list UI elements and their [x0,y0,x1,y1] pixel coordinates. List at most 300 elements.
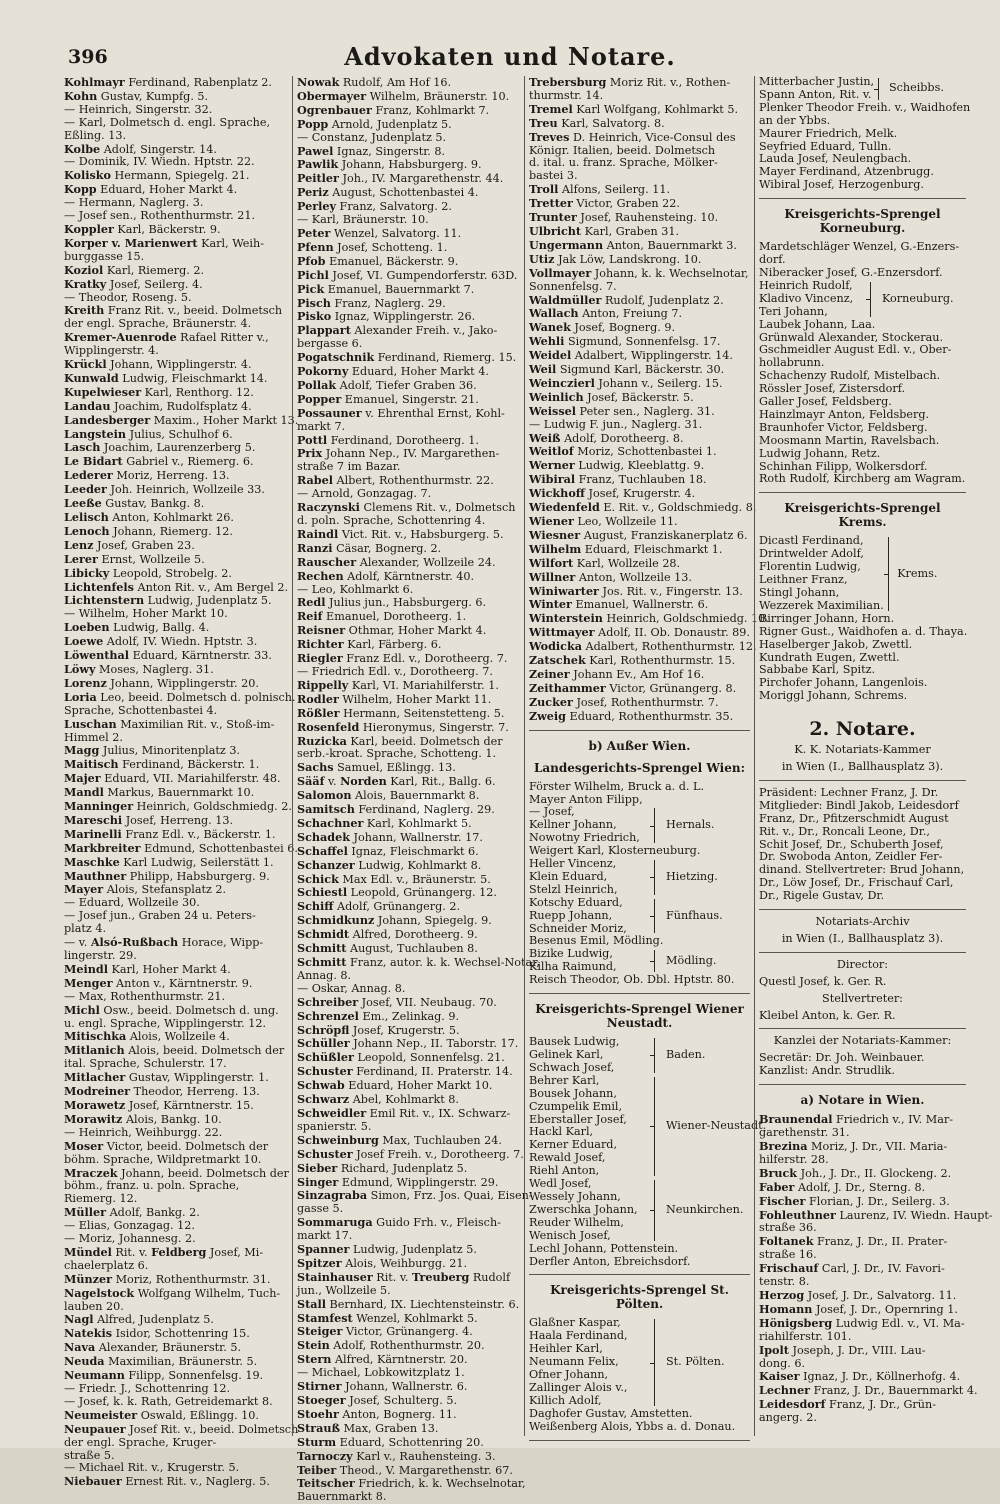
entry-surname: Raczynski [297,500,360,515]
entry-surname: Lenoch [64,523,110,538]
directory-entry: Mitlanich Alois, beeid. Dolmetsch der [64,1043,285,1058]
directory-entry: Steiger Victor, Grünangerg. 4. [297,1324,473,1339]
directory-entry: Obermayer Wilhelm, Bräunerstr. 10. [297,88,510,103]
directory-entry: — Leo, Kohlmarkt 6. [297,582,414,596]
directory-entry: platz 4. [64,922,107,936]
entry-surname: Ungermann [529,237,604,252]
directory-entry: Homann Josef, J. Dr., Opernring 1. [759,1301,958,1316]
directory-entry: Moriggl Johann, Schrems. [759,689,908,703]
directory-entry: — Michael, Lobkowitzplatz 1. [297,1366,465,1380]
entry-surname: Weitlof [529,444,574,459]
entry-surname: Niebauer [64,1474,122,1489]
entry-surname: Schuster [297,1064,353,1079]
divider [759,909,966,910]
directory-entry: Korper v. Marienwert Karl, Weih- [64,235,264,250]
entry-surname: Rippelly [297,677,349,692]
entry-surname: Herzog [759,1287,805,1302]
directory-entry: Pick Emanuel, Bauernmarkt 7. [297,281,475,296]
entry-surname: Koziol [64,262,104,277]
directory-entry: Moser Victor, beeid. Dolmetsch der [64,1138,269,1153]
directory-entry: Annag. 8. [297,968,352,982]
directory-entry: — Arnold, Gonzagag. 7. [297,487,432,501]
directory-entry: Wenisch Josef, [529,1228,611,1242]
entry-surname: Sachs [297,760,334,775]
divider [529,993,750,994]
kanzlei-title: Kanzlei der Notariats-Kammer: [773,1034,952,1048]
entry-surname: Schüßler [297,1050,354,1065]
entry-surname: Stamfest [297,1310,353,1325]
entry-surname: Pawel [297,143,334,158]
directory-entry: Kladivo Vincenz, [759,291,854,305]
entry-surname: Treuberg [412,1269,470,1284]
directory-entry: — v. Alsó-Rußbach Horace, Wipp- [64,935,264,950]
entry-surname: Neumeister [64,1407,138,1422]
directory-entry: Schneider Moriz, [529,921,627,935]
directory-entry: Strauß Max, Graben 13. [297,1420,439,1435]
entry-surname: Samitsch [297,802,355,817]
directory-entry: Leeder Joh. Heinrich, Wollzeile 33. [64,482,265,497]
entry-surname: Fischer [759,1193,806,1208]
directory-entry: Lenoch Johann, Riemerg. 12. [64,523,233,538]
brace-mark [650,1075,664,1178]
directory-entry: Schweidler Emil Rit. v., IX. Schwarz- [297,1105,511,1120]
divider [759,492,966,493]
entry-surname: Sääf [297,774,325,789]
entry-surname: Morawitz [64,1111,123,1126]
directory-entry: Koppler Karl, Bäckerstr. 9. [64,221,221,236]
directory-entry: Förster Wilhelm, Bruck a. d. L. [529,779,704,793]
directory-entry: Sääf v. Norden Karl, Rit., Ballg. 6. [297,774,496,789]
directory-entry: Trunter Josef, Rauhensteing. 10. [529,210,719,225]
directory-entry: Prix Johann Nep., IV. Margarethen- [297,446,500,461]
braced-group [529,806,750,845]
divider [759,952,966,953]
group-place: St. Pölten. [666,1355,725,1369]
directory-entry: Weil Sigmund Karl, Bäckerstr. 30. [529,362,725,377]
directory-entry: bastei 3. [529,169,578,183]
entry-surname: Treves [529,129,570,144]
entry-surname: Obermayer [297,88,367,103]
directory-entry: Riegler Franz Edl. v., Dorotheerg. 7. [297,651,508,666]
entry-surname: Pfob [297,253,326,268]
directory-entry: böhm., franz. u. poln. Sprache, [64,1179,240,1193]
divider [759,1028,966,1029]
entry-surname: Neupauer [64,1421,126,1436]
directory-entry: Florentin Ludwig, [759,560,861,574]
entry-surname: Loewe [64,634,104,649]
directory-entry: — Karl, Dolmetsch d. engl. Sprache, [64,115,271,129]
directory-entry: u. engl. Sprache, Wipplingerstr. 12. [64,1016,266,1030]
directory-entry: lingerstr. 29. [64,949,137,962]
directory-entry: Stelzl Heinrich, [529,882,618,896]
directory-entry: Schweinburg Max, Tuchlauben 24. [297,1132,502,1147]
entry-surname: Popper [297,391,342,406]
entry-surname: Ruzicka [297,733,347,748]
directory-entry: Trebersburg Moriz Rit. v., Rothen- [529,75,731,89]
directory-entry: Birringer Johann, Horn. [759,611,895,625]
directory-entry: Zeithammer Victor, Grünangerg. 8. [529,680,737,695]
directory-entry: — Heinrich, Weihburgg. 22. [64,1125,223,1139]
brace-mark [866,280,880,319]
entry-surname: Werner [529,458,575,473]
directory-entry: Weitlof Moriz, Schottenbastei 1. [529,444,717,459]
kammer-location: in Wien (I., Ballhausplatz 3). [781,759,944,773]
directory-entry: Niberacker Josef, G.-Enzersdorf. [759,265,943,279]
directory-entry: Bruck Joh., J. Dr., II. Glockeng. 2. [759,1165,952,1180]
directory-entry: Braunhofer Victor, Feldsberg. [759,420,928,434]
entry-surname: Rabel [297,473,333,488]
column-2 [292,75,540,1504]
directory-entry: Vollmayer Johann, k. k. Wechselnotar, [529,265,749,280]
entry-surname: Maitisch [64,757,119,772]
directory-entry: Wehli Sigmund, Sonnenfelsg. 17. [529,334,721,349]
braced-group [529,948,750,974]
directory-entry: Schüßler Leopold, Sonnenfelsg. 21. [297,1050,505,1065]
entry-surname: Foltanek [759,1234,814,1249]
entry-surname: Löwy [64,661,96,676]
directory-entry: Wezzerek Maximilian. [759,598,884,612]
group-place: Neunkirchen. [666,1202,744,1216]
directory-entry: Sturm Eduard, Schottenring 20. [297,1434,484,1449]
directory-entry: Michl Osw., beeid. Dolmetsch d. ung. [64,1002,279,1017]
directory-entry: Kreith Franz Rit. v., beeid. Dolmetsch [64,303,283,318]
entry-surname: Ogrenbauer [297,102,372,117]
directory-entry: Schreiber Josef, VII. Neubaug. 70. [297,994,497,1009]
group-place: Fünfhaus. [666,908,723,922]
directory-entry: Lederer Moriz, Herreng. 13. [64,468,230,483]
directory-entry: Pokorny Eduard, Hoher Markt 4. [297,364,489,379]
directory-entry: Wickhoff Josef, Krugerstr. 4. [529,486,696,501]
directory-entry: Ogrenbauer Franz, Kohlmarkt 7. [297,102,490,117]
entry-surname: Kratky [64,276,107,291]
entry-surname: Schweinburg [297,1132,379,1147]
directory-entry: Dr., Rigele Gustav, Dr. [759,889,885,903]
entry-surname: Tarnoczy [297,1448,353,1463]
entry-surname: Weidel [529,348,572,363]
directory-entry: Sieber Richard, Judenplatz 5. [297,1160,468,1175]
braced-group [529,858,750,897]
directory-entry: Perley Franz, Salvatorg. 2. [297,199,452,214]
entry-surname: Weinczierl [529,375,595,390]
directory-entry: straße 5. [64,1448,115,1462]
directory-entry: Stirner Johann, Wallnerstr. 6. [297,1379,468,1394]
directory-entry: Mauthner Philipp, Habsburgerg. 9. [64,868,270,883]
directory-entry: Werner Ludwig, Kleeblattg. 9. [529,458,705,473]
entry-surname: Wehli [529,334,565,349]
entry-surname: Tretter [529,196,573,211]
directory-entry: Pogatschnik Ferdinand, Riemerg. 15. [297,350,517,365]
directory-entry: Reuder Wilhelm, [529,1215,624,1229]
directory-entry: Markbreiter Edmund, Schottenbastei 6. [64,840,298,855]
entry-surname: Wittmayer [529,625,595,640]
directory-entry: Foltanek Franz, J. Dr., II. Prater- [759,1234,948,1249]
directory-entry: Utiz Jak Löw, Landskrong. 10. [529,251,702,266]
entry-surname: Leidesdorf [759,1397,826,1412]
entry-surname: Weil [529,362,557,377]
entry-surname: Moser [64,1138,104,1153]
directory-entry: Wiener Leo, Wollzeile 11. [529,514,678,528]
directory-entry: Peitler Joh., IV. Margarethenstr. 44. [297,171,504,186]
directory-entry: Schadek Johann, Wallnerstr. 17. [297,829,483,844]
entry-surname: Zeithammer [529,680,606,695]
braced-group [529,1036,750,1075]
directory-entry: Magg Julius, Minoritenplatz 3. [64,743,240,758]
group-names [529,1036,650,1075]
directory-entry: Weissel Peter sen., Naglerg. 31. [529,403,715,418]
directory-entry: chaelerplatz 6. [64,1258,149,1272]
directory-entry: Ofner Johann, [529,1368,609,1382]
entry-surname: Salomon [297,788,352,803]
entry-surname: Wibiral [529,472,576,487]
directory-entry: d. poln. Sprache, Schottenring 4. [297,514,486,527]
directory-entry: Maurer Friedrich, Melk. [759,126,898,140]
directory-entry: — Dominik, IV. Wiedn. Hptstr. 22. [64,155,255,169]
directory-entry: Stein Adolf, Rothenthurmstr. 20. [297,1338,485,1353]
directory-entry: Raczynski Clemens Rit. v., Dolmetsch [297,500,516,515]
directory-entry: Periz August, Schottenbastei 4. [297,185,479,200]
entry-surname: Wiesner [529,527,581,542]
directory-entry: Pawlik Johann, Habsburgerg. 9. [297,157,482,172]
entry-surname: Wodicka [529,639,582,654]
directory-entry: — Josef, k. k. Rath, Getreidemarkt 8. [64,1394,273,1408]
entry-surname: Schmitt [297,941,347,956]
group-names [529,858,650,897]
directory-entry: Koziol Karl, Riemerg. 2. [64,262,205,277]
entry-surname: Pfenn [297,239,334,254]
directory-entry: Glaßner Kaspar, [529,1316,621,1330]
directory-entry: Herzog Josef, J. Dr., Salvatorg. 11. [759,1287,957,1302]
directory-entry: Wilhelm Eduard, Fleischmarkt 1. [529,541,723,556]
entry-surname: Pollak [297,377,337,392]
directory-entry: — Eduard, Wollzeile 30. [64,896,200,910]
directory-entry: Schröpfl Josef, Krugerstr. 5. [297,1022,460,1037]
directory-entry: Schuster Josef Freih. v., Dorotheerg. 7. [297,1146,524,1161]
entry-surname: Fohleuthner [759,1207,836,1222]
entry-surname: Schiestl [297,885,348,900]
entry-surname: Stoehr [297,1406,339,1421]
column-3-entries [529,75,769,724]
entry-surname: Morawetz [64,1097,126,1112]
directory-entry: Lenz Josef, Graben 23. [64,537,195,552]
directory-entry: der engl. Sprache, Kruger- [64,1435,217,1449]
directory-entry: Troll Alfons, Seilerg. 11. [529,182,670,197]
brace-mark [874,76,887,102]
entry-surname: Ranzi [297,540,333,555]
directory-entry: Rosenfeld Hieronymus, Singerstr. 7. [297,719,509,734]
entry-surname: Le Bidart [64,454,123,469]
braced-group [529,1178,750,1243]
entry-surname: Teitscher [297,1476,355,1491]
entry-surname: Steiger [297,1324,343,1339]
directory-entry: Winter Emanuel, Wallnerstr. 6. [529,597,709,612]
entry-surname: Mauthner [64,868,127,883]
directory-entry: Langstein Julius, Schulhof 6. [64,426,233,441]
directory-entry: Frischauf Carl, J. Dr., IV. Favori- [759,1261,945,1276]
entry-surname: Mündel [64,1244,112,1259]
entry-surname: Willner [529,569,576,584]
directory-entry: spanierstr. 5. [297,1119,372,1133]
directory-entry: Riemerg. 12. [64,1192,138,1206]
group-place: Hernals. [666,818,715,832]
column-4-top [759,75,971,192]
directory-entry: Rechen Adolf, Kärntnerstr. 40. [297,568,475,583]
directory-entry: Ranzi Cäsar, Bognerg. 2. [297,540,442,555]
directory-entry: — Wilhelm, Hoher Markt 10. [64,607,228,621]
entry-surname: Wickhoff [529,486,585,501]
directory-entry: Wodicka Adalbert, Rothenthurmstr. 12. [529,639,757,654]
entry-surname: Homann [759,1301,813,1316]
entry-surname: Mayer [64,882,104,897]
directory-entry: bergasse 6. [297,337,363,351]
entry-surname: Nowak [297,75,340,89]
directory-entry: Klein Eduard, [529,869,608,883]
directory-entry: — Josef jun., Graben 24 u. Peters- [64,909,256,923]
directory-entry: Schuster Ferdinand, II. Praterstr. 14. [297,1064,513,1079]
braced-group [759,280,966,319]
directory-entry: Lorenz Johann, Wipplingerstr. 20. [64,675,259,690]
entry-surname: Schmitt [297,955,347,969]
entry-surname: Schreiber [297,994,359,1009]
notare-wien-list [759,1112,993,1425]
directory-entry: lauben 20. [64,1299,124,1313]
entry-surname: Stainhauser [297,1269,373,1284]
entry-surname: Alsó-Rußbach [90,935,179,950]
directory-entry: Plappart Alexander Freih. v., Jako- [297,323,498,338]
entry-surname: Periz [297,185,329,200]
directory-entry: markt 7. [297,419,346,433]
page-title: Advokaten und Notare. [344,42,676,71]
entry-surname: Nagl [64,1312,94,1327]
entry-surname: Schweidler [297,1105,367,1120]
entry-surname: Lorenz [64,675,107,690]
entry-surname: Wallach [529,306,579,321]
directory-entry: Bousek Johann, [529,1086,617,1100]
entry-surname: Norden [340,774,387,789]
directory-entry: Ungermann Anton, Bauernmarkt 3. [529,237,737,252]
directory-entry: Loeben Ludwig, Ballg. 4. [64,620,210,635]
brace-mark [650,948,664,974]
directory-entry: Rigner Gust., Waidhofen a. d. Thaya. [759,624,968,638]
entry-surname: Nava [64,1340,96,1355]
directory-entry: Rauscher Alexander, Wollzeile 24. [297,554,496,569]
entry-surname: Raindl [297,526,339,541]
directory-entry: Besenus Emil, Mödling. [529,934,664,948]
directory-entry: Mareschi Josef, Herreng. 13. [64,812,234,827]
entry-surname: Perley [297,199,336,214]
directory-entry: — Heinrich, Singerstr. 32. [64,102,213,116]
entry-surname: Michl [64,1002,100,1017]
notare-wien-title: a) Notare in Wien. [800,1093,925,1108]
entry-surname: Nagelstock [64,1285,135,1300]
directory-entry: Heinrich Rudolf, [759,278,853,292]
directory-entry: Rößler Hermann, Seitenstetteng. 5. [297,705,505,720]
directory-entry: Zweig Eduard, Rothenthurmstr. 35. [529,708,734,723]
entry-surname: Marinelli [64,826,122,841]
entry-surname: Mitlanich [64,1043,125,1058]
directory-entry: Manninger Heinrich, Goldschmiedg. 2. [64,799,292,814]
directory-entry: Fohleuthner Laurenz, IV. Wiedn. Haupt- [759,1207,993,1222]
directory-entry: Secretär: Dr. Joh. Weinbauer. [759,1051,925,1065]
archiv-location: in Wien (I., Ballhausplatz 3). [781,931,944,945]
directory-entry: hilferstr. 28. [759,1152,829,1166]
directory-entry: Killich Adolf, [529,1393,602,1407]
entry-surname: Natekis [64,1326,113,1341]
entry-surname: Mitlacher [64,1070,126,1085]
directory-entry: Pollak Adolf, Tiefer Graben 36. [297,377,477,392]
directory-entry: riahilferstr. 101. [759,1329,852,1343]
directory-entry: Braunendal Friedrich v., IV. Mar- [759,1112,953,1127]
entry-surname: Schachner [297,815,364,830]
entry-surname: Pawlik [297,157,339,172]
entry-surname: Troll [529,182,559,197]
directory-entry: Morawitz Alois, Bankg. 10. [64,1111,222,1126]
entry-surname: Treu [529,115,558,130]
directory-entry: Behrer Karl, [529,1073,600,1087]
directory-entry: Wibiral Josef, Herzogenburg. [759,178,924,192]
directory-entry: Ludwig Johann, Retz. [759,446,881,460]
entry-surname: Majer [64,771,101,786]
directory-entry: Wibiral Franz, Tuchlauben 18. [529,472,707,487]
directory-entry: Mayer Alois, Stefansplatz 2. [64,882,227,897]
directory-entry: Wallach Anton, Freiung 7. [529,306,683,321]
directory-entry: Schwab Eduard, Hoher Markt 10. [297,1078,493,1093]
directory-entry: Reif Emanuel, Dorotheerg. 1. [297,609,467,624]
directory-entry: Morawetz Josef, Kärntnerstr. 15. [64,1097,254,1112]
directory-entry: Himmel 2. [64,730,123,744]
directory-entry: Nava Alexander, Bräunerstr. 5. [64,1340,242,1355]
entry-surname: Pisch [297,295,331,310]
directory-entry: Kohn Gustav, Kumpfg. 5. [64,88,209,103]
entry-surname: Krückl [64,357,107,372]
entry-surname: Peitler [297,171,339,186]
directory-entry: Eßling. 13. [64,128,127,142]
directory-entry: serb.-kroat. Sprache, Schotteng. 1. [297,747,497,761]
directory-entry: Weiß Adolf, Dorotheerg. 8. [529,430,684,445]
entry-surname: Singer [297,1174,339,1189]
directory-entry: Leithner Franz, [759,573,848,587]
entry-surname: Pottl [297,432,328,447]
brace-mark [650,806,664,845]
entry-surname: Rosenfeld [297,719,360,734]
entry-surname: Libicky [64,565,110,580]
brace-mark [884,535,895,612]
directory-entry: Waldmüller Rudolf, Judenplatz 2. [529,292,724,307]
brace-mark [650,858,664,897]
entry-surname: Lerer [64,551,98,566]
directory-entry: Pfob Emanuel, Bäckerstr. 9. [297,253,459,268]
directory-entry: gasse 5. [297,1202,344,1216]
directory-entry: Singer Edmund, Wipplingerstr. 29. [297,1174,499,1189]
directory-entry: Schmidkunz Johann, Spiegelg. 9. [297,913,492,928]
entry-surname: Sinzagraba [297,1188,368,1203]
directory-entry: Stainhauser Rit. v. Treuberg Rudolf [297,1269,511,1284]
entry-surname: Modreiner [64,1084,131,1099]
korneuburg-title: Kreisgerichts-Sprengel Korneuburg. [784,207,941,236]
directory-entry: Eberstaller Josef, [529,1112,627,1126]
directory-entry: Seyfried Eduard, Tulln. [759,139,892,153]
divider [759,1084,966,1085]
directory-entry: Mayer Anton Filipp, [529,792,643,806]
group-names [529,897,650,936]
entry-surname: Possauner [297,405,362,420]
directory-entry: Reisner Othmar, Hoher Markt 4. [297,623,487,638]
entry-surname: Mandl [64,785,104,800]
directory-entry: Weidel Adalbert, Wipplingerstr. 14. [529,348,733,363]
entry-surname: Ulbricht [529,223,582,238]
directory-entry: Schmidt Alfred, Dorotheerg. 9. [297,927,478,942]
entry-surname: Wanek [529,320,571,335]
entry-surname: Kremer-Auenrode [64,330,177,345]
